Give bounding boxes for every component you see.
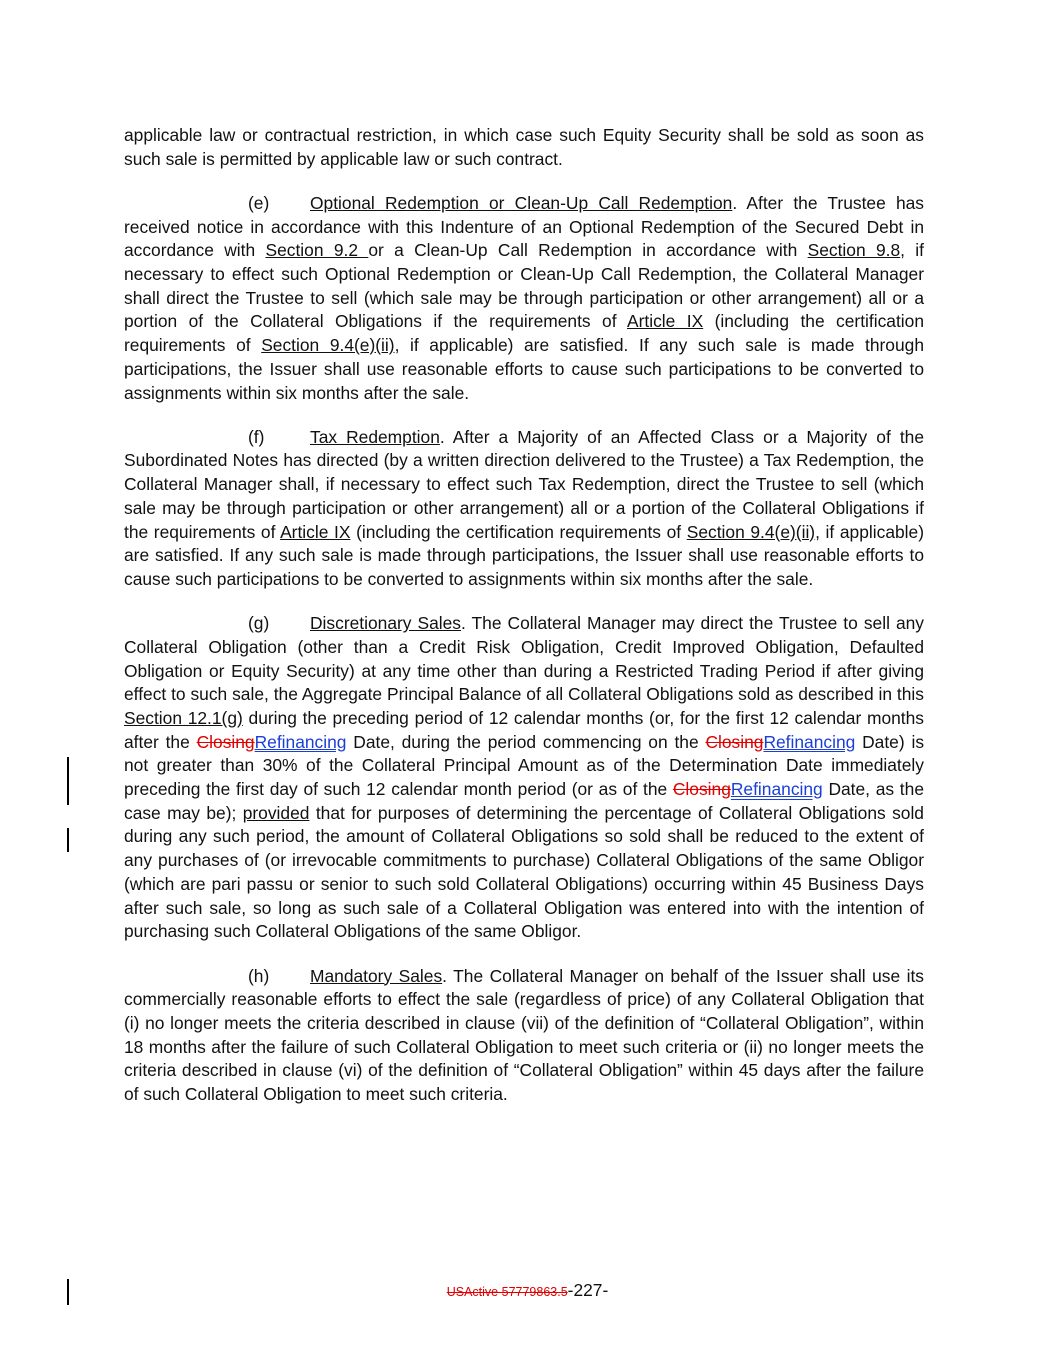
document-page — [124, 124, 924, 1127]
section-f-paragraph: (f) Tax Redemption. After a Majority of an Affected Class or a Majority of the Subordinated Notes has directed (by a written direction delivered to the Trustee) a Tax Redemption, the Collateral Manager shall, if necessary to effect such Tax Redemption, direct the Trustee to sell (which sale may be through participation or other arrangement) all or a portion of the Collateral Obligations if the requirements of Article IX (including the certification requirements of Section 9.4(e)(ii), if applicable) are satisfied. If any such sale is made through participations, the Issuer shall use reasonable efforts to cause such participations to be converted to assignments within six months after the sale. — [124, 426, 924, 589]
section-number: (g) — [248, 613, 270, 634]
page-number: -227- — [567, 1280, 609, 1300]
cross-reference: Section 9.4(e)(ii) — [261, 335, 395, 356]
paragraph-text: applicable law or contractual restriction, in which case such Equity Security shall be sold as soon as such sale is permitted by applicable law or such contract. — [124, 125, 924, 169]
cross-reference: Article IX — [627, 311, 704, 332]
section-heading: Discretionary Sales — [310, 613, 461, 634]
section-heading: Tax Redemption — [310, 426, 440, 447]
section-g-paragraph: (g) Discretionary Sales. The Collateral Manager may direct the Trustee to sell any Collateral Obligation (other than a Credit Risk Obligation, Credit Improved Obligation, Defaulted Obligation or Equity Security) at any time other than during a Restricted Trading Period if after giving effect to such sale, the Aggregate Principal Balance of all Collateral Obligations sold as described in this Section 12.1(g) during the preceding period of 12 calendar months (or, for the first 12 calendar months after the ClosingRefinancing Date, during the period commencing on the ClosingRefinancing Date) is not greater than 30% of the Collateral Principal Amount as of the Determination Date immediately preceding the first day of such 12 calendar month period (or as of the ClosingRefinancing Date, as the case may be); provided that for purposes of determining the percentage of Collateral Obligations sold during any such period, the amount of Collateral Obligations so sold shall be reduced to the extent of any purchases of (or irrevocable commitments to purchase) Collateral Obligations of the same Obligor (which are pari passu or senior to such sold Collateral Obligations) occurring within 45 Business Days after such sale, so long as such sale of a Collateral Obligation was entered into with the intention of purchasing such Collateral Obligations of the same Obligor. — [124, 613, 925, 942]
inserted-text: Refinancing — [730, 779, 823, 800]
defined-term: provided — [242, 802, 310, 823]
change-bar — [67, 828, 69, 852]
continuation-paragraph — [124, 124, 924, 171]
change-bar — [67, 757, 69, 805]
deleted-text: Closing — [705, 731, 764, 752]
cross-reference: Section 9.2 — [265, 240, 369, 261]
cross-reference: Section 9.4(e)(ii) — [686, 521, 816, 542]
deleted-text: Closing — [672, 779, 731, 800]
section-number: (f) — [248, 426, 265, 447]
page-footer — [0, 1280, 1055, 1301]
cross-reference: Section 9.8 — [807, 240, 901, 261]
section-h-paragraph: (h) Mandatory Sales. The Collateral Manager on behalf of the Issuer shall use its commercially reasonable efforts to effect the sale (regardless of price) of any Collateral Obligation that (i) no longer meets the criteria described in clause (vii) of the definition of “Collateral Obligation”, within 18 months after the failure of such Collateral Obligation to meet such criteria or (ii) no longer meets the criteria described in clause (vi) of the definition of “Collateral Obligation” within 45 days after the failure of such Collateral Obligation to meet such criteria. — [124, 965, 924, 1105]
inserted-text: Refinancing — [254, 731, 347, 752]
deleted-text: Closing — [196, 731, 255, 752]
section-heading: Mandatory Sales — [310, 965, 443, 986]
section-number: (h) — [248, 965, 270, 986]
inserted-text: Refinancing — [763, 731, 856, 752]
section-e-paragraph: (e) Optional Redemption or Clean-Up Call Redemption. After the Trustee has received notice in accordance with this Indenture of an Optional Redemption of the Secured Debt in accordance with Section 9.2 or a Clean-Up Call Redemption in accordance with Section 9.8, if necessary to effect such Optional Redemption or Clean-Up Call Redemption, the Collateral Manager shall direct the Trustee to sell (which sale may be through participation or other arrangement) all or a portion of the Collateral Obligations if the requirements of Article IX (including the certification requirements of Section 9.4(e)(ii), if applicable) are satisfied. If any such sale is made through participations, the Issuer shall use reasonable efforts to cause such participations to be converted to assignments within six months after the sale. — [124, 192, 925, 403]
section-heading: Optional Redemption or Clean-Up Call Redemption — [310, 192, 733, 213]
section-number: (e) — [248, 192, 270, 213]
cross-reference: Article IX — [280, 521, 351, 542]
document-id: USActive 57779863.5 — [446, 1285, 568, 1299]
cross-reference: Section 12.1(g) — [124, 707, 243, 728]
